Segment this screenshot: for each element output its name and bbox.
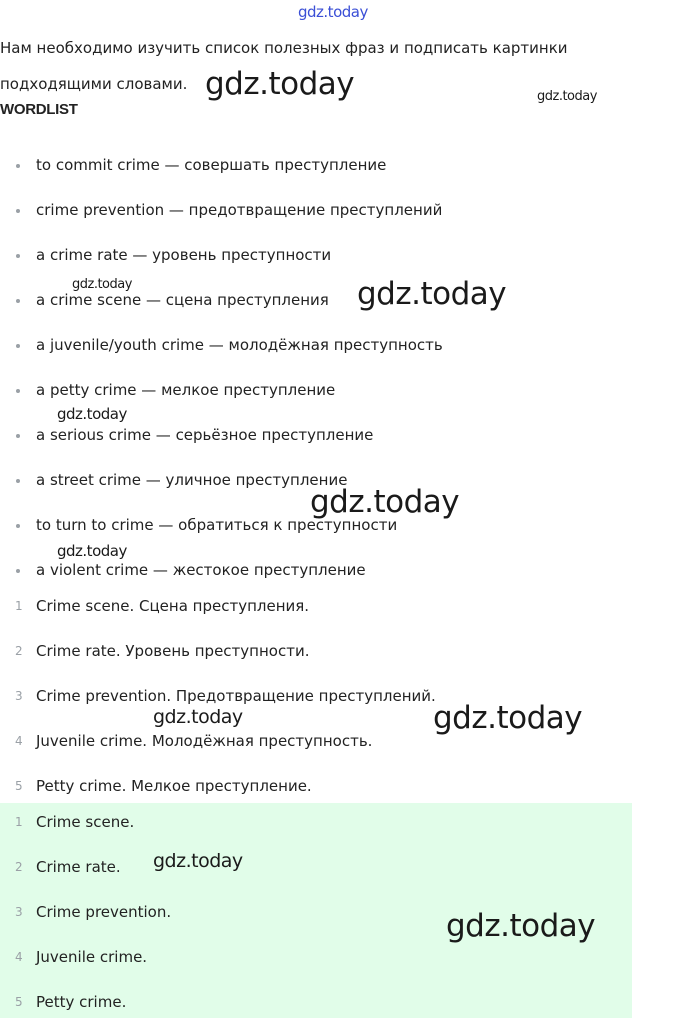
item-number: 5 <box>15 779 23 793</box>
bullet-icon <box>16 209 20 213</box>
watermark: gdz.today <box>153 706 243 728</box>
item-number: 4 <box>15 950 23 964</box>
item-number: 1 <box>15 599 23 613</box>
watermark: gdz.today <box>357 276 507 312</box>
watermark: gdz.today <box>310 484 460 520</box>
watermark: gdz.today <box>153 850 243 872</box>
item-number: 2 <box>15 860 23 874</box>
item-number: 3 <box>15 689 23 703</box>
watermark: gdz.today <box>57 405 127 423</box>
bullet-icon <box>16 299 20 303</box>
watermark: gdz.today <box>433 700 583 736</box>
wordlist-heading: WORDLIST <box>0 101 78 118</box>
item-number: 3 <box>15 905 23 919</box>
watermark: gdz.today <box>57 542 127 560</box>
item-number: 2 <box>15 644 23 658</box>
bullet-icon <box>16 569 20 573</box>
bullet-icon <box>16 254 20 258</box>
watermark: gdz.today <box>205 66 355 102</box>
bullet-icon <box>16 389 20 393</box>
answer-box: 1 Crime scene. 2 Crime rate. 3 Crime prevention. 4 Juvenile crime. 5 Petty crime. <box>0 803 632 1018</box>
bullet-icon <box>16 344 20 348</box>
watermark: gdz.today <box>537 89 597 104</box>
watermark: gdz.today <box>446 908 596 944</box>
item-number: 1 <box>15 815 23 829</box>
bullet-icon <box>16 164 20 168</box>
item-number: 5 <box>15 995 23 1009</box>
watermark: gdz.today <box>72 277 132 292</box>
item-number: 4 <box>15 734 23 748</box>
bullet-icon <box>16 434 20 438</box>
site-logo[interactable]: gdz.today <box>298 3 368 21</box>
bullet-icon <box>16 524 20 528</box>
bullet-icon <box>16 479 20 483</box>
task-intro: Нам необходимо изучить список полезных фраз и подписать картинки подходящими словами. <box>0 39 568 93</box>
